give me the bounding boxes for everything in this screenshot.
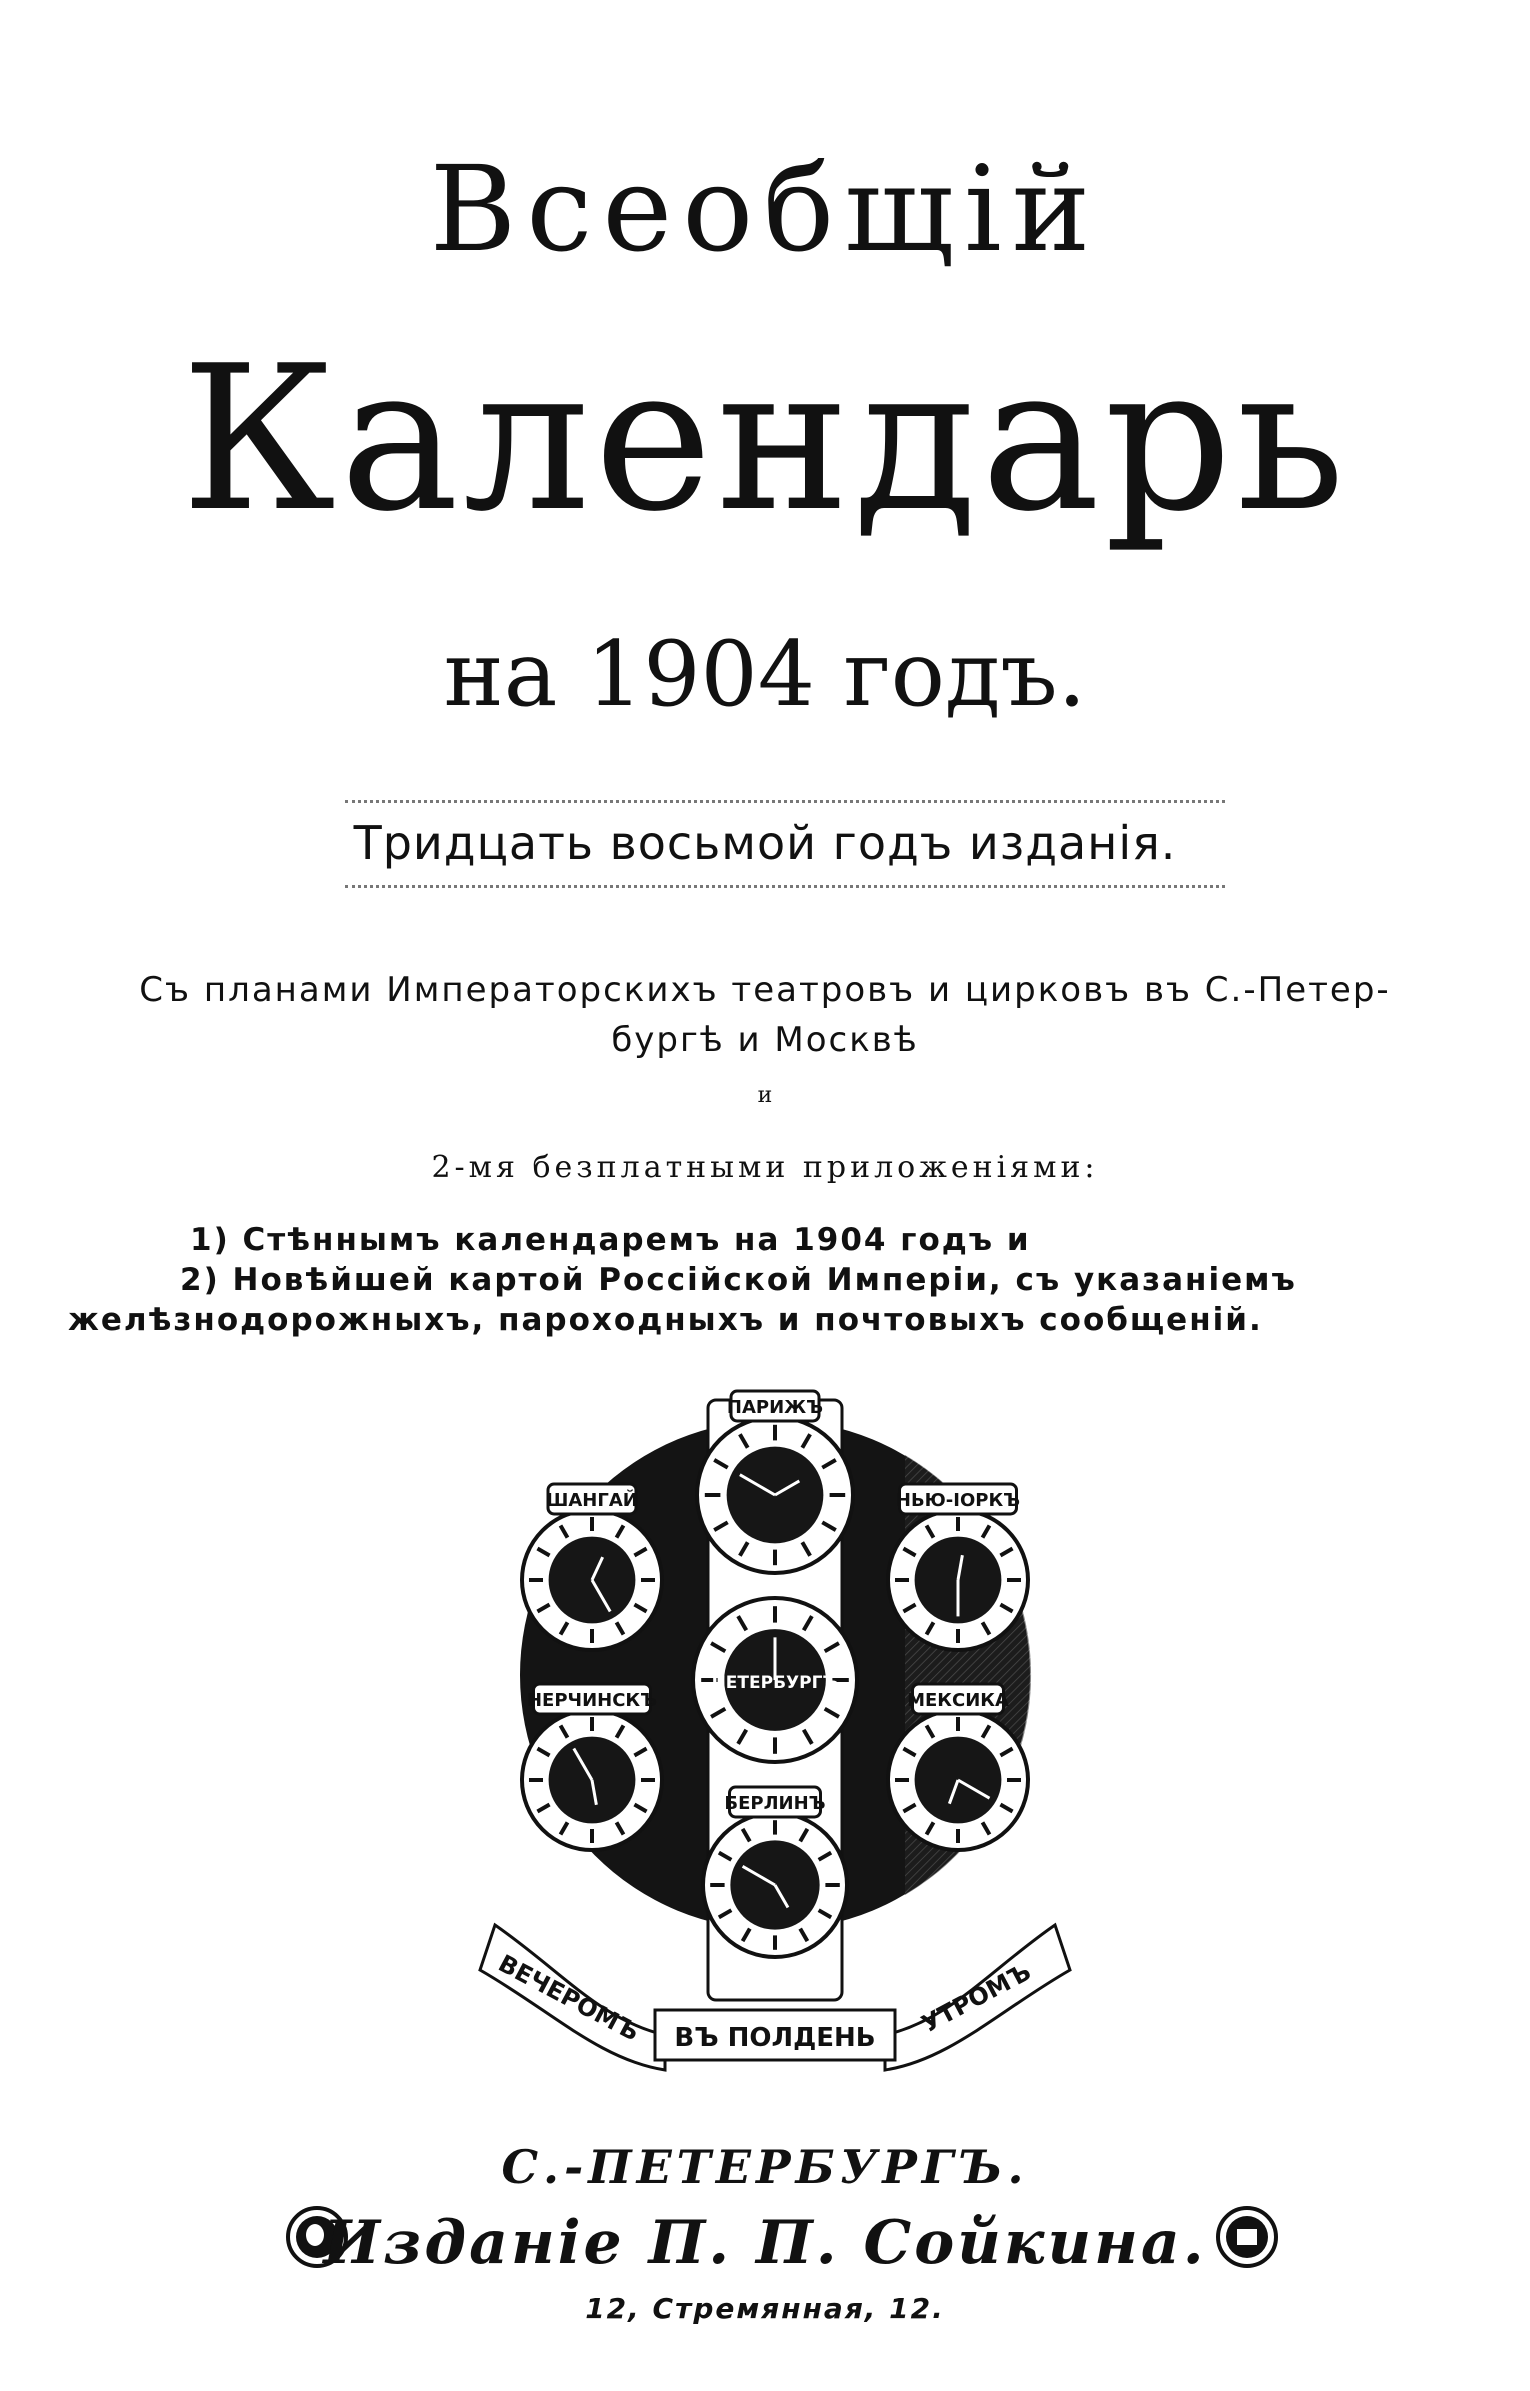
medal-right-icon — [1215, 2205, 1279, 2269]
supplement-item-3: желѣзнодорожныхъ, пароходныхъ и почтовыхъ сообщеній. — [68, 1302, 1263, 1338]
clock-5 — [522, 1684, 662, 1850]
dotted-rule-bottom — [345, 885, 1225, 888]
clock-city-label: ПЕТЕРБУРГЪ — [711, 1673, 839, 1693]
title-year: на 1904 годъ. — [443, 622, 1087, 727]
world-clocks-emblem — [450, 1380, 1100, 2080]
imprint-city: С.-ПЕТЕРБУРГЪ. — [501, 2140, 1029, 2194]
plans-text — [65, 965, 1465, 1065]
imprint-address: 12, Стремянная, 12. — [585, 2292, 945, 2325]
plans-line-2: бургѣ и Москвѣ — [611, 1020, 919, 1060]
clock-city-label: МЕКСИКА — [907, 1690, 1009, 1711]
clock-city-label: ШАНГАЙ — [546, 1490, 638, 1511]
edition-line: Тридцать восьмой годъ изданія. — [353, 816, 1177, 870]
imprint-publisher: Изданіе П. П. Сойкина. — [323, 2208, 1207, 2278]
clock-4 — [693, 1598, 857, 1762]
supplements-heading: 2-мя безплатными приложеніями: — [431, 1150, 1099, 1185]
conjunction: и — [757, 1083, 773, 1108]
supplement-item-1: 1) Стѣннымъ календаремъ на 1904 годъ и — [190, 1222, 1031, 1258]
title-line-1: Всеобщій — [429, 140, 1101, 278]
clock-city-label: НЬЮ-ІОРКЪ — [895, 1490, 1021, 1511]
ribbon-right-label: УТРОМЪ — [917, 1957, 1036, 2039]
dotted-rule-top — [345, 800, 1225, 803]
ribbon-center-label: ВЪ ПОЛДЕНЬ — [674, 2023, 876, 2053]
clock-7 — [703, 1787, 847, 1957]
plans-line-1: Съ планами Императорскихъ театровъ и цирковъ въ С.-Петер- — [139, 970, 1391, 1010]
ribbon-left-label: ВЕЧЕРОМЪ — [493, 1949, 644, 2047]
supplement-item-2: 2) Новѣйшей картой Россійской Имперіи, съ указаніемъ — [180, 1262, 1297, 1298]
title-line-2: Календарь — [180, 323, 1350, 556]
clock-3 — [888, 1484, 1028, 1650]
clock-city-label: ПАРИЖЪ — [726, 1397, 824, 1418]
clock-6 — [888, 1684, 1028, 1850]
clock-city-label: БЕРЛИНЪ — [724, 1793, 826, 1814]
clock-city-label: НЕРЧИНСКЪ — [526, 1690, 658, 1711]
